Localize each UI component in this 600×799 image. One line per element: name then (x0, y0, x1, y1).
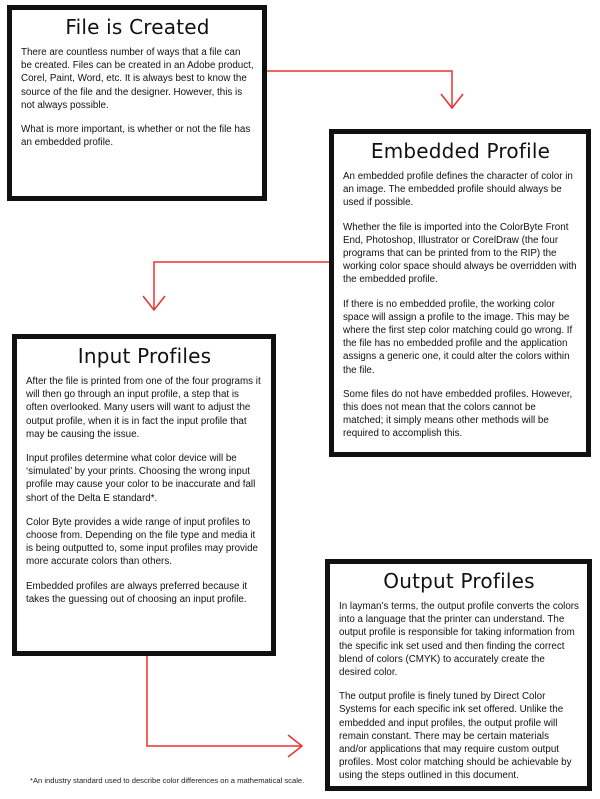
embedded-profile-paragraph-1: An embedded profile defines the character of color in an image. The embedded profile should always be used if possible. (343, 171, 573, 209)
input-profiles-paragraph-1: After the file is printed from one of the four programs it will then go through an input profile, a step that is often overlooked. Many users will want to adjust the output profile, when it is in fact the input profile that may be causing the issue. (26, 376, 261, 440)
input-profiles-paragraph-2: Input profiles determine what color device will be ‘simulated’ by your prints. Choosing the wrong input profile may cause your color to be inaccurate and fall short of the Delta E standard*. (26, 453, 256, 504)
embedded-profile-paragraph-4: Some files do not have embedded profiles. However, this does not mean that the colors cannot be matched; it simply means other methods will be required to accomplish this. (343, 388, 573, 440)
embedded-profile-title: Embedded Profile (370, 139, 551, 163)
embedded-profile-box (329, 129, 591, 457)
connector-line-input-to-output (147, 656, 302, 746)
input-profiles-paragraph-3: Color Byte provides a wide range of input profiles to choose from. Depending on the file type and media it is being outputted to, some input profiles may provide more accurate colors than others. (26, 516, 258, 568)
input-profiles-paragraph-4: Embedded profiles are always preferred because it takes the guessing out of choosing an input profile. (26, 580, 248, 605)
input-profiles-title: Input Profiles (77, 344, 212, 368)
footnote: *An industry standard used to describe color differences on a mathematical scale. (30, 776, 305, 785)
file-created-paragraph-1: There are countless number of ways that a file can be created. Files can be created in an Adobe product, Corel, Paint, Word, etc. It is always best to know the source of the file and the designer. However, this is not always possible. (21, 47, 254, 111)
embedded-profile-paragraph-2: Whether the file is imported into the ColorByte Front End, Photoshop, Illustrator or CorelDraw (the four programs that can be printed from to the RIP) the working color space should always be overridden with the embedded profile. (343, 221, 577, 286)
output-profiles-paragraph-2: The output profile is finely tuned by Direct Color Systems for each specific ink set offered. Unlike the embedded and input profiles, the output profile will remain constant. There may be certain materials and/or applications that may require custom output profiles. Most color matching should be achievable by using the steps outlined in this document. (339, 691, 572, 782)
input-profiles-box (12, 334, 276, 656)
connector-line-embedded-to-input (154, 262, 329, 310)
connector-line-created-to-embedded (267, 71, 452, 108)
file-created-paragraph-2: What is more important, is whether or not the file has an embedded profile. (21, 124, 251, 149)
file-created-title: File is Created (65, 15, 210, 39)
file-created-box (7, 5, 267, 201)
output-profiles-paragraph-1: In layman’s terms, the output profile converts the colors into a language that the printer can understand. The output profile is responsible for taking information from the specific ink set used and then finding the correct blend of colors (CMYK) to accurately create the desired color. (339, 601, 579, 679)
embedded-profile-paragraph-3: If there is no embedded profile, the working color space will assign a profile to the image. This may be where the first step color matching could go wrong. If the file has no embedded profile and the application assigns a generic one, it could alter the colors within the file. (343, 298, 573, 376)
output-profiles-box (325, 559, 592, 791)
output-profiles-title: Output Profiles (383, 569, 535, 593)
